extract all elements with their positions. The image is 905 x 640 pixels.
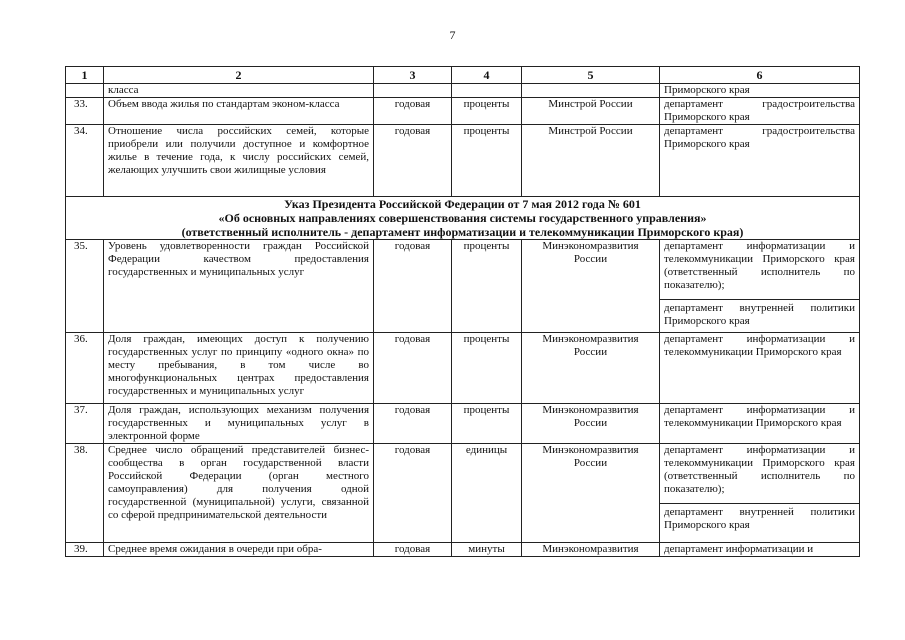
unit xyxy=(452,84,522,98)
indicator-name: Отношение числа российских семей, которые приобрели или получили доступное и комфортное жилье в течение года, к числу российских семей, желающих улучшить свои жилищные условия xyxy=(104,125,374,197)
table-row xyxy=(66,333,860,404)
responsible-entry: департамент информатизации и телекоммуникации Приморского края (ответственный исполнитель по показателю); xyxy=(664,240,855,291)
table-row xyxy=(66,444,860,543)
ministry: Минэкономразвития xyxy=(522,543,660,557)
section-title-line1: Указ Президента Российской Федерации от 7 мая 2012 года № 601 xyxy=(284,197,641,211)
section-row xyxy=(66,197,860,240)
responsible xyxy=(660,125,860,197)
page-number: 7 xyxy=(449,28,456,42)
responsible xyxy=(660,98,860,125)
unit: проценты xyxy=(452,125,522,197)
responsible xyxy=(660,240,860,333)
header-cell-6: 6 xyxy=(660,67,860,84)
section-heading xyxy=(66,197,860,240)
table-row xyxy=(66,240,860,333)
indicator-name: Уровень удовлетворенности граждан Российской Федерации качеством предоставления государственных и муниципальных услуг xyxy=(104,240,374,333)
bottom-rows xyxy=(66,240,860,557)
section-title-line3: (ответственный исполнитель - департамент информатизации и телекоммуникации Приморского края) xyxy=(181,225,744,239)
indicator-name: Среднее число обращений представителей бизнес-сообщества в орган государственной власти Российской Федерации (орган местного самоуправления) для получения одной государственной (муниципальной) услуги, связанной со сферой предпринимательской деятельности xyxy=(104,444,374,543)
unit: проценты xyxy=(452,98,522,125)
ministry: Минэкономразвития России xyxy=(522,444,660,543)
responsible-divider xyxy=(660,294,859,300)
responsible-entry: Приморского края xyxy=(664,84,750,96)
unit: проценты xyxy=(452,404,522,444)
responsible-entry: департамент градостроительства Приморского края xyxy=(664,98,855,123)
table-row xyxy=(66,404,860,444)
indicator-name: класса xyxy=(104,84,374,98)
periodicity: годовая xyxy=(374,543,452,557)
periodicity: годовая xyxy=(374,240,452,333)
header-row xyxy=(66,67,860,84)
indicator-name: Объем ввода жилья по стандартам эконом-класса xyxy=(104,98,374,125)
responsible-entry: департамент внутренней политики Приморского края xyxy=(664,302,855,327)
row-number: 37. xyxy=(66,404,104,444)
responsible-entry: департамент информатизации и телекоммуникации Приморского края (ответственный исполнитель по показателю); xyxy=(664,444,855,495)
responsible-entry: департамент информатизации и xyxy=(664,543,814,555)
responsible xyxy=(660,333,860,404)
responsible xyxy=(660,444,860,543)
unit: минуты xyxy=(452,543,522,557)
row-number: 39. xyxy=(66,543,104,557)
table-row xyxy=(66,125,860,197)
top-rows xyxy=(66,84,860,197)
ministry: Минэкономразвития России xyxy=(522,404,660,444)
header-cell-5: 5 xyxy=(522,67,660,84)
indicator-name: Доля граждан, использующих механизм получения государственных и муниципальных услуг в электронной форме xyxy=(104,404,374,444)
responsible xyxy=(660,543,860,557)
row-number: 36. xyxy=(66,333,104,404)
periodicity xyxy=(374,84,452,98)
row-number: 33. xyxy=(66,98,104,125)
row-number: 35. xyxy=(66,240,104,333)
periodicity: годовая xyxy=(374,98,452,125)
periodicity: годовая xyxy=(374,333,452,404)
unit: проценты xyxy=(452,240,522,333)
section-title-line2: «Об основных направлениях совершенствования системы государственного управления» xyxy=(218,211,707,225)
table-row xyxy=(66,84,860,98)
responsible xyxy=(660,404,860,444)
row-number xyxy=(66,84,104,98)
header-cell-2: 2 xyxy=(104,67,374,84)
ministry: Минэкономразвития России xyxy=(522,240,660,333)
responsible xyxy=(660,84,860,98)
header-cell-3: 3 xyxy=(374,67,452,84)
row-number: 34. xyxy=(66,125,104,197)
unit: проценты xyxy=(452,333,522,404)
responsible-entry: департамент информатизации и телекоммуникации Приморского края xyxy=(664,404,855,429)
periodicity: годовая xyxy=(374,125,452,197)
ministry: Минэкономразвития России xyxy=(522,333,660,404)
periodicity: годовая xyxy=(374,404,452,444)
header-cell-1: 1 xyxy=(66,67,104,84)
periodicity: годовая xyxy=(374,444,452,543)
ministry: Минстрой России xyxy=(522,98,660,125)
unit: единицы xyxy=(452,444,522,543)
ministry xyxy=(522,84,660,98)
responsible-entry: департамент информатизации и телекоммуникации Приморского края xyxy=(664,333,855,358)
table-row xyxy=(66,98,860,125)
indicator-name: Среднее время ожидания в очереди при обра- xyxy=(104,543,374,557)
responsible-entry: департамент градостроительства Приморского края xyxy=(664,125,855,150)
ministry: Минстрой России xyxy=(522,125,660,197)
indicator-name: Доля граждан, имеющих доступ к получению государственных услуг по принципу «одного окна» по месту пребывания, в том числе во многофункциональных центрах предоставления государственных и муниципальных услуг xyxy=(104,333,374,404)
responsible-entry: департамент внутренней политики Приморского края xyxy=(664,506,855,531)
header-cell-4: 4 xyxy=(452,67,522,84)
responsible-divider xyxy=(660,498,859,504)
table-row xyxy=(66,543,860,557)
row-number: 38. xyxy=(66,444,104,543)
indicators-table xyxy=(65,66,860,557)
